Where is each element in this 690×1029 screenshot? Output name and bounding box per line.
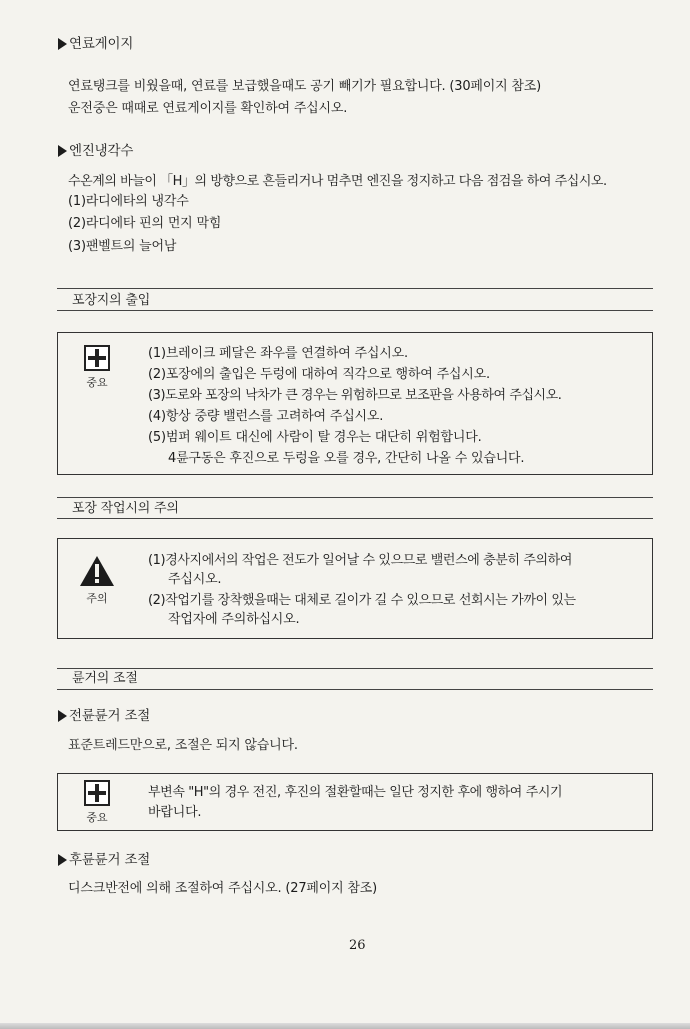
fuel-gauge-heading: 연료게이지: [58, 36, 133, 53]
rear-wheel-heading: 후륜륜거 조절: [58, 852, 150, 869]
coolant-item-3: (3)팬벨트의 늘어남: [68, 239, 177, 254]
caution-box-field-work: [57, 538, 653, 639]
front-wheel-heading: 전륜륜거 조절: [58, 708, 150, 725]
coolant-item-2: (2)라디에타 핀의 먼지 막힘: [68, 216, 222, 231]
fuel-gauge-line-1: 연료탱크를 비웠을때, 연료를 보급했을때도 공기 빼기가 필요합니다. (30페이지 참조): [68, 79, 542, 94]
scan-edge: [0, 1023, 690, 1029]
divider: [57, 668, 653, 669]
important-icon: [84, 780, 110, 806]
field-work-line-2: 주십시오.: [168, 572, 222, 587]
divider: [57, 497, 653, 498]
coolant-intro: 수온계의 바늘이 「H」의 방향으로 흔들리거나 멈추면 엔진을 정지하고 다음 점검을 하여 주십시오.: [68, 174, 607, 189]
divider: [57, 689, 653, 690]
important-label: 중요: [86, 811, 108, 824]
section-title-road-entry: 포장지의 출입: [72, 293, 151, 308]
road-entry-line-1: (1)브레이크 페달은 좌우를 연결하여 주십시오.: [148, 346, 408, 361]
divider: [57, 518, 653, 519]
triangle-bullet-icon: [58, 854, 67, 866]
field-work-line-1: (1)경사지에서의 작업은 전도가 일어날 수 있으므로 밸런스에 충분히 주의하여: [148, 553, 572, 568]
divider: [57, 310, 653, 311]
important-notice: [82, 345, 112, 390]
wheel-note-line-1: 부변속 "H"의 경우 전진, 후진의 절환할때는 일단 정지한 후에 행하여 주시기: [148, 785, 563, 800]
important-box-wheel-adjust: [57, 773, 653, 831]
important-box-road-entry: [57, 332, 653, 475]
caution-notice: [76, 555, 118, 606]
field-work-line-4: 작업자에 주의하십시오.: [168, 612, 300, 627]
divider: [57, 288, 653, 289]
road-entry-line-6: 4륜구동은 후진으로 두렁을 오를 경우, 간단히 나올 수 있습니다.: [168, 451, 525, 466]
front-wheel-text: 표준트레드만으로, 조절은 되지 않습니다.: [68, 738, 298, 753]
coolant-item-1: (1)라디에타의 냉각수: [68, 194, 189, 209]
engine-coolant-heading: 엔진냉각수: [58, 143, 133, 160]
rear-wheel-text: 디스크반전에 의해 조절하여 주십시오. (27페이지 참조): [68, 881, 377, 896]
fuel-gauge-line-2: 운전중은 때때로 연료게이지를 확인하여 주십시오.: [68, 101, 348, 116]
important-icon: [84, 345, 110, 371]
caution-label: 주의: [86, 592, 108, 605]
section-title-wheel-adjust: 륜거의 조절: [72, 671, 138, 686]
section-title-field-work: 포장 작업시의 주의: [72, 501, 179, 516]
warning-triangle-icon: [79, 555, 115, 587]
important-notice: [82, 780, 112, 825]
wheel-note-line-2: 바랍니다.: [148, 805, 202, 820]
field-work-line-3: (2)작업기를 장착했을때는 대체로 길이가 길 수 있으므로 선회시는 가까이 있는: [148, 593, 576, 608]
triangle-bullet-icon: [58, 38, 67, 50]
road-entry-line-2: (2)포장에의 출입은 두렁에 대하여 직각으로 행하여 주십시오.: [148, 367, 490, 382]
road-entry-line-4: (4)항상 중량 밸런스를 고려하여 주십시오.: [148, 409, 384, 424]
triangle-bullet-icon: [58, 145, 67, 157]
page-number: 26: [349, 938, 366, 953]
road-entry-line-3: (3)도로와 포장의 낙차가 큰 경우는 위험하므로 보조판을 사용하여 주십시오.: [148, 388, 562, 403]
road-entry-line-5: (5)범퍼 웨이트 대신에 사람이 탈 경우는 대단히 위험합니다.: [148, 430, 482, 445]
triangle-bullet-icon: [58, 710, 67, 722]
important-label: 중요: [86, 376, 108, 389]
